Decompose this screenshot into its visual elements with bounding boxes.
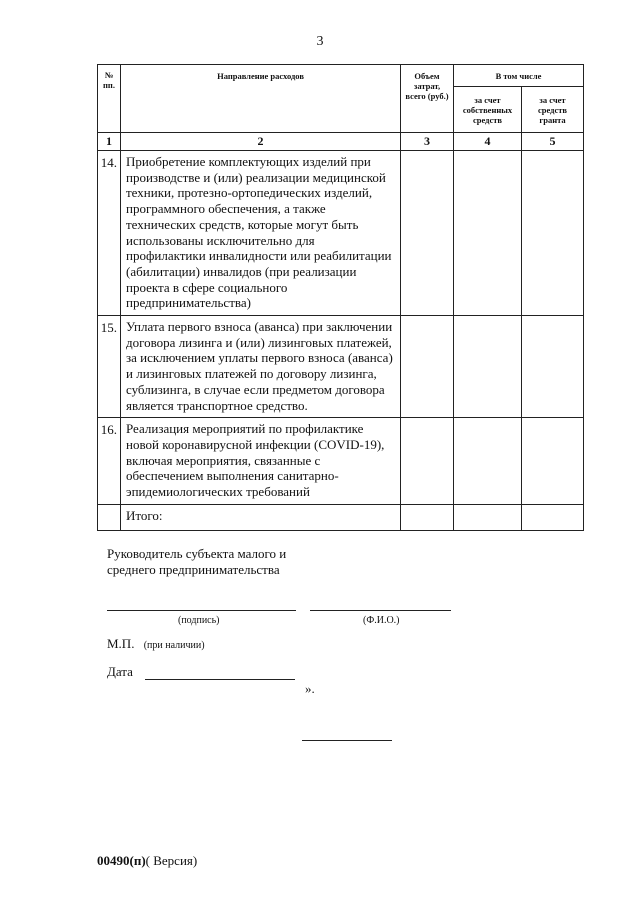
signatory-title-line2: среднего предпринимательства — [107, 562, 280, 577]
end-line — [302, 740, 392, 741]
total-label: Итого: — [121, 504, 401, 530]
header-col-grant: за счет средств гранта — [522, 87, 584, 133]
cell-total — [401, 418, 454, 505]
cell-total — [401, 504, 454, 530]
header-col-no: № пп. — [98, 65, 121, 133]
signatory-title-line1: Руководитель субъекта малого и — [107, 546, 287, 561]
table-row — [98, 151, 584, 316]
column-number: 5 — [522, 133, 584, 151]
date-line — [145, 679, 295, 680]
cell-own-funds — [454, 151, 522, 316]
stamp-text: М.П. — [107, 636, 135, 651]
name-caption: (Ф.И.О.) — [363, 615, 400, 626]
total-row-number — [98, 504, 121, 530]
document-code — [97, 853, 197, 869]
header-col-direction: Направление расходов — [121, 65, 401, 133]
signature-line — [107, 610, 296, 611]
date-label: Дата — [107, 664, 133, 679]
table-row — [98, 418, 584, 505]
header-col-including: В том числе — [454, 65, 584, 87]
column-number: 1 — [98, 133, 121, 151]
table-row — [98, 316, 584, 418]
row-description: Реализация мероприятий по профилактике новой коронавирусной инфекции (COVID-19), включая мероприятия, связанные с обеспечением выполнения санитарно-эпидемиологических требований — [121, 418, 401, 505]
stamp-label — [107, 636, 205, 654]
document-version: ( Версия) — [145, 853, 198, 868]
signatory-title — [107, 546, 286, 578]
expense-table — [97, 64, 584, 531]
cell-own-funds — [454, 316, 522, 418]
cell-grant-funds — [522, 418, 584, 505]
signature-caption: (подпись) — [178, 615, 220, 626]
cell-own-funds — [454, 504, 522, 530]
cell-grant-funds — [522, 151, 584, 316]
column-number: 3 — [401, 133, 454, 151]
total-row — [98, 504, 584, 530]
header-col-total: Объем затрат, всего (руб.) — [401, 65, 454, 133]
row-description: Уплата первого взноса (аванса) при заключении договора лизинга и (или) лизинговых платежей, за исключением уплаты первого взноса (аванса) и лизинговых платежей по договору лизинга, сублизинга, в случае если предметом договора является транспортное средство. — [121, 316, 401, 418]
document-code-number: 00490(п) — [97, 853, 146, 868]
column-number: 2 — [121, 133, 401, 151]
page-number: 3 — [316, 34, 324, 49]
cell-grant-funds — [522, 316, 584, 418]
row-number: 14. — [98, 151, 121, 316]
header-col-own: за счет собственных средств — [454, 87, 522, 133]
column-number: 4 — [454, 133, 522, 151]
stamp-note: (при наличии) — [143, 640, 205, 651]
row-number: 16. — [98, 418, 121, 505]
name-line — [310, 610, 451, 611]
row-number: 15. — [98, 316, 121, 418]
closing-quote: ». — [305, 681, 315, 696]
cell-grant-funds — [522, 504, 584, 530]
cell-total — [401, 151, 454, 316]
cell-total — [401, 316, 454, 418]
row-description: Приобретение комплектующих изделий при производстве и (или) реализации медицинской техники, протезно-ортопедических изделий, программного обеспечения, а также технических средств, которые могут быть использованы исключительно для профилактики инвалидности или реабилитации (абилитации) инвалидов (при реализации проекта в сфере социального предпринимательства) — [121, 151, 401, 316]
cell-own-funds — [454, 418, 522, 505]
